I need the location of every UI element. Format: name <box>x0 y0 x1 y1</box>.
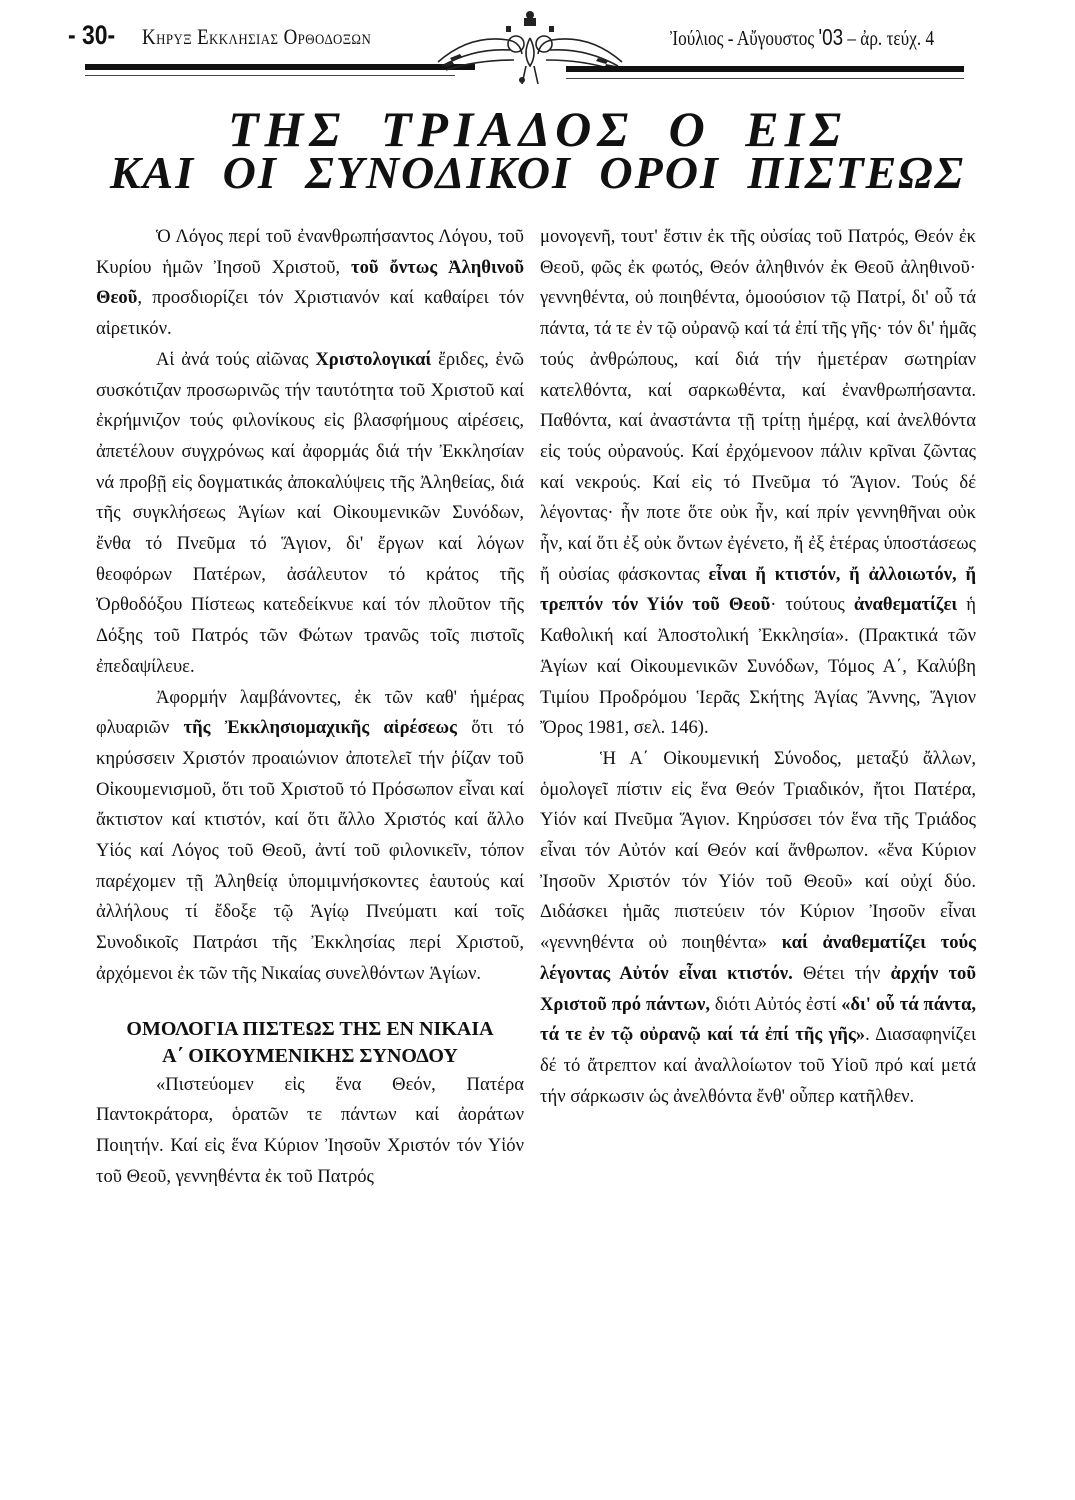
page-number: - 30- <box>68 20 116 50</box>
emphasis: τοῦ ὄντως Ἀληθινοῦ Θεοῦ <box>96 256 524 309</box>
journal-title: Κηρυξ Εκκλησιας Ορθοδοξων <box>141 24 371 49</box>
section-heading-line-2: Α΄ ΟΙΚΟΥΜΕΝΙΚΗΣ ΣΥΝΟΔΟΥ <box>162 1044 458 1067</box>
paragraph: Αἱ ἀνά τούς αἰῶνας Χριστολογικαί ἔριδες, ἐνῶ συσκότιζαν προσωρινῶς τήν ταυτότητα τοῦ Χριστοῦ καί ἐκρήμνιζον τούς φιλονίκους εἰς βλασφήμους αἱρέσεις, ἀπετέλουν συγχρόνως καί ἀφορμάς διά τήν Ἐκκλησίαν νά προβῇ εἰς δογματικάς ἀποκαλύψεις τῆς Ἀληθείας, διά τῆς συγκλήσεως Ἁγίων καί Οἰκουμενικῶν Συνόδων, ἔνθα τό Πνεῦμα τό Ἅγιον, δι' ἔργων καί λόγων θεοφόρων Πατέρων, ἀσάλευτον τό κράτος τῆς Ὀρθοδόξου Πίστεως κατεδείκνυε καί τόν πλοῦτον τῆς Δόξης τοῦ Πατρός τῶν Φώτων τρανῶς τοῖς πιστοῖς ἐπεδαψίλευε. <box>96 348 525 677</box>
right-column <box>540 222 976 1112</box>
paragraph: μονογενῆ, τουτ' ἔστιν ἐκ τῆς οὐσίας τοῦ Πατρός, Θεόν ἐκ Θεοῦ, φῶς ἐκ φωτός, Θεόν ἀληθινόν ἐκ Θεοῦ ἀληθινοῦ· γεννηθέντα, οὐ ποιηθέντα, ὁμοούσιον τῷ Πατρί, δι' οὗ τά πάντα, τά τε ἐν τῷ οὐρανῷ καί τά ἐπί τῆς γῆς· τόν δι' ἡμᾶς τούς ἀνθρώπους, καί διά τήν ἡμετέραν σωτηρίαν κατελθόντα, καί σαρκωθέντα, καί ἐνανθρωπήσαντα. Παθόντα, καί ἀναστάντα τῇ τρίτῃ ἡμέρᾳ, καί ἀνελθόντα εἰς τούς οὐρανούς. Καί ἐρχόμενοον πάλιν κρῖναι ζῶντας καί νεκρούς. Καί εἰς τό Πνεῦμα τό Ἅγιον. Τούς δέ λέγοντας· ἦν ποτε ὅτε οὐκ ἦν, καί πρίν γεννηθῆναι οὐκ ἦν, καί ὅτι ἐξ οὐκ ὄντων ἐγένετο, ἤ ἐξ ἑτέρας ὑποστάσεως ἤ οὐσίας φάσκοντας εἶναι ἤ κτιστόν, ἤ ἀλλοιωτόν, ἤ τρεπτόν τόν Υἱόν τοῦ Θεοῦ· τούτους ἀναθεματίζει ἡ Καθολική καί Ἀποστολική Ἐκκλησία». (Πρακτικά τῶν Ἁγίων καί Οἰκουμενικῶν Συνόδων, Τόμος Α΄, Καλύβη Τιμίου Προδρόμου Ἱερᾶς Σκήτης Ἁγίας Ἄννης, Ἅγιον Ὄρος 1981, σελ. 146). <box>540 226 977 739</box>
emphasis: ἀναθεματίζει <box>853 594 958 616</box>
issue-year: '03 <box>818 24 844 50</box>
left-column <box>96 222 524 1192</box>
emphasis: εἶναι ἤ κτιστόν, ἤ ἀλλοιωτόν, ἤ τρεπτόν τόν Υἱόν τοῦ Θεοῦ <box>540 563 977 616</box>
paragraph: «Πιστεύομεν εἰς ἕνα Θεόν, Πατέρα Παντοκράτορα, ὁρατῶν τε πάντων καί ἀοράτων Ποιητήν. Καί εἰς ἕνα Κύριον Ἰησοῦν Χριστόν τόν Υἱόν τοῦ Θεοῦ, γεννηθέντα ἐκ τοῦ Πατρός <box>96 1073 524 1187</box>
issue-info <box>670 24 934 51</box>
paragraph: Ὁ Λόγος περί τοῦ ἐνανθρωπήσαντος Λόγου, τοῦ Κυρίου ἡμῶν Ἰησοῦ Χριστοῦ, τοῦ ὄντως Ἀληθινοῦ Θεοῦ, προσδιορίζει τόν Χριστιανόν καί καθαίρει τόν αἱρετικόν. <box>96 226 524 340</box>
header-left <box>68 20 408 51</box>
emphasis: καί ἀναθεματίζει τούς λέγοντας Αὐτόν εἶναι κτιστόν. <box>540 932 976 984</box>
header-rule-left-thin <box>85 75 455 76</box>
emphasis: Χριστολογικαί <box>315 348 432 370</box>
paragraph: Ἡ Α΄ Οἰκουμενική Σύνοδος, μεταξύ ἄλλων, ὁμολογεῖ πίστιν εἰς ἕνα Θεόν Τριαδικόν, ἤτοι Πατέρα, Υἱόν καί Πνεῦμα Ἅγιον. Κηρύσσει τόν ἕνα τῆς Τριάδος εἶναι τόν Αὐτόν καί Θεόν καί ἄνθρωπον. «ἕνα Κύριον Ἰησοῦν Χριστόν τόν Υἱόν τοῦ Θεοῦ» καί οὐχί δύο. Διδάσκει ἡμᾶς πιστεύειν τόν Κύριον Ἰησοῦν εἶναι «γεννηθέντα οὐ ποιηθέντα» καί ἀναθεματίζει τούς λέγοντας Αὐτόν εἶναι κτιστόν. Θέτει τήν ἀρχήν τοῦ Χριστοῦ πρό πάντων, διότι Αὐτός ἐστί «δι' οὗ τά πάντα, τά τε ἐν τῷ οὐρανῷ καί τά ἐπί τῆς γῆς». Διασαφηνίζει δέ τό ἄτρεπτον καί ἀναλλοίωτον τοῦ Υἱοῦ πρό καί μετά τήν σάρκωσιν ὡς ἀνελθόντα ἔνθ' οὗπερ κατῆλθεν. <box>540 747 977 1107</box>
section-heading-line-1: ΟΜΟΛΟΓΙΑ ΠΙΣΤΕΩΣ ΤΗΣ ΕΝ ΝΙΚΑΙΑ <box>126 1017 494 1040</box>
page-header <box>0 0 1075 90</box>
paragraph: Ἀφορμήν λαμβάνοντες, ἐκ τῶν καθ' ἡμέρας φλυαριῶν τῆς Ἐκκλησιομαχικῆς αἱρέσεως ὅτι τό κηρύσσειν Χριστόν προαιώνιον ἀποτελεῖ τήν ῥίζαν τοῦ Οἰκουμενισμοῦ, ὅτι τοῦ Χριστοῦ τό Πρόσωπον εἶναι καί ἄκτιστον καί κτιστόν, καί ὅτι ἄλλο Χριστός καί ἄλλο Υἱός καί Λόγος τοῦ Θεοῦ, ἀντί τοῦ φιλονικεῖν, τόπον παρέχομεν τῇ Ἀληθείᾳ ὑπομιμνήσκοντες ἑαυτούς καί ἀλλήλους τί ἔδοξε τῷ Ἁγίῳ Πνεύματι καί τοῖς Συνοδικοῖς Πατράσι τῆς Ἐκκλησίας περί Χριστοῦ, ἀρχόμενοι ἐκ τῶν τῆς Νικαίας συνελθόντων Ἁγίων. <box>96 686 525 984</box>
article-title-line-2: ΚΑΙ ΟΙ ΣΥΝΟΔΙΚΟΙ ΟΡΟΙ ΠΙΣΤΕΩΣ <box>109 147 966 198</box>
article-title-line-1: ΤΗΣ ΤΡΙΑΔΟΣ Ο ΕΙΣ <box>227 101 848 157</box>
emphasis: τῆς Ἐκκλησιομαχικῆς αἱρέσεως <box>183 717 457 739</box>
header-rule-right <box>566 66 964 72</box>
emphasis: ἀρχήν τοῦ Χριστοῦ πρό πάντων, <box>540 962 977 1015</box>
issue-date: Ἰούλιος - Αὔγουστος <box>670 26 815 50</box>
emphasis: «δι' οὗ τά πάντα, τά τε ἐν τῷ οὐρανῷ καί τά ἐπί τῆς γῆς» <box>540 993 976 1046</box>
header-rule-right-thin <box>566 78 964 79</box>
issue-number: – ἀρ. τεύχ. 4 <box>847 26 935 50</box>
section-heading <box>96 1016 524 1070</box>
header-rule-left <box>85 64 475 70</box>
